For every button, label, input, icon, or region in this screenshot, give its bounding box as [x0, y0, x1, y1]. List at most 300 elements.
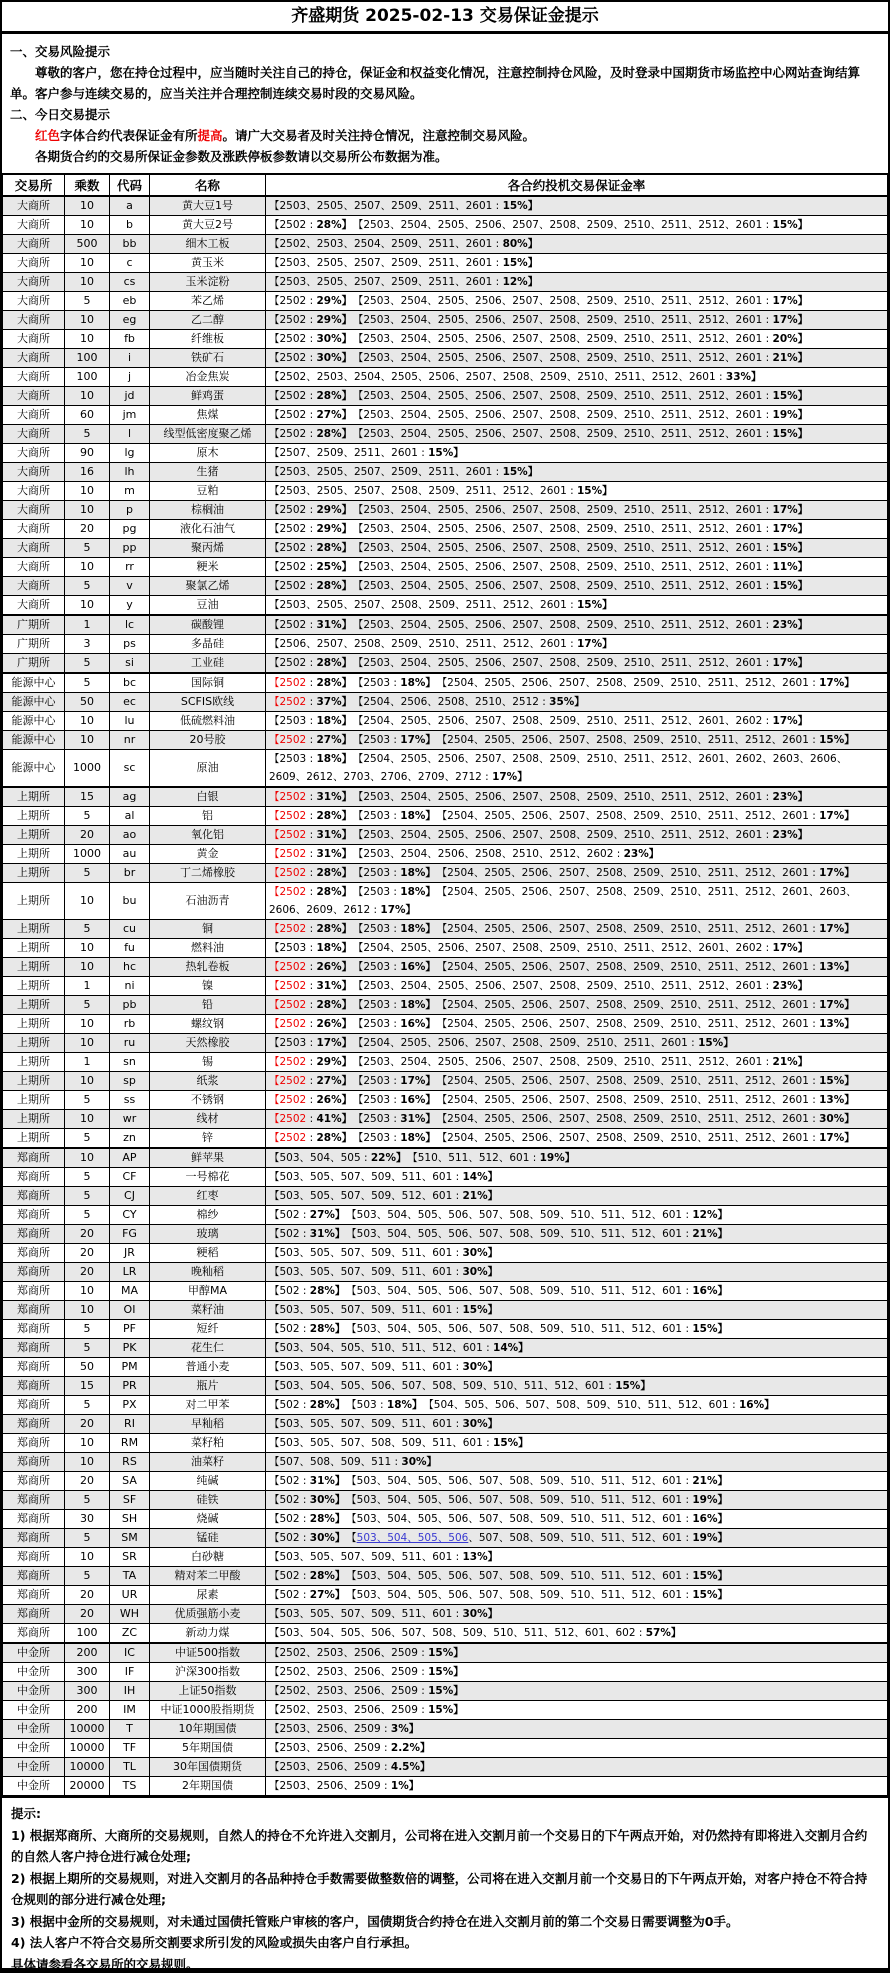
exchange-cell: 郑商所 [3, 1225, 65, 1244]
table-row [3, 539, 888, 558]
table-row [3, 1034, 888, 1053]
table-row [3, 1739, 888, 1758]
margin-rates-cell: 【2502 : 30%】 【2503、2504、2505、2506、2507、2508、2509、2510、2511、2512、2601 : 21%】 [266, 349, 888, 368]
code-cell: UR [110, 1586, 150, 1605]
exchange-cell: 郑商所 [3, 1491, 65, 1510]
intro-section [2, 34, 888, 173]
multiplier-cell: 5 [65, 1339, 110, 1358]
margin-rates-cell: 【2502 : 27%】 【2503、2504、2505、2506、2507、2508、2509、2510、2511、2512、2601 : 19%】 [266, 406, 888, 425]
margin-rates-cell: 【2502 : 28%】 【2503、2504、2505、2506、2507、2508、2509、2510、2511、2512、2601 : 15%】 [266, 539, 888, 558]
code-cell: cs [110, 273, 150, 292]
exchange-cell: 上期所 [3, 1091, 65, 1110]
code-cell: RI [110, 1415, 150, 1434]
margin-rates-cell: 【503、504、505、510、511、512、601 : 14%】 [266, 1339, 888, 1358]
multiplier-cell: 10000 [65, 1720, 110, 1739]
name-cell: 新动力煤 [150, 1624, 266, 1644]
name-cell: 天然橡胶 [150, 1034, 266, 1053]
margin-rates-cell: 【502 : 27%】 【503、504、505、506、507、508、509、510、511、512、601 : 12%】 [266, 1206, 888, 1225]
table-row [3, 654, 888, 674]
code-cell: c [110, 254, 150, 273]
exchange-cell: 能源中心 [3, 712, 65, 731]
col-header-code: 代码 [110, 174, 150, 196]
margin-rates-cell: 【2502 : 29%】 【2503、2504、2505、2506、2507、2508、2509、2510、2511、2512、2601 : 17%】 [266, 501, 888, 520]
multiplier-cell: 5 [65, 673, 110, 693]
table-row [3, 406, 888, 425]
name-cell: 10年期国债 [150, 1720, 266, 1739]
multiplier-cell: 50 [65, 1358, 110, 1377]
margin-rates-cell: 【2502、2503、2506、2509 : 15%】 [266, 1701, 888, 1720]
exchange-cell: 广期所 [3, 654, 65, 674]
code-cell: TF [110, 1739, 150, 1758]
margin-rates-cell: 【2503、2506、2509 : 2.2%】 [266, 1739, 888, 1758]
table-row [3, 292, 888, 311]
name-cell: 工业硅 [150, 654, 266, 674]
exchange-cell: 能源中心 [3, 731, 65, 750]
exchange-cell: 上期所 [3, 1034, 65, 1053]
section2-heading: 二、今日交易提示 [10, 107, 111, 122]
exchange-cell: 郑商所 [3, 1548, 65, 1567]
multiplier-cell: 10 [65, 387, 110, 406]
multiplier-cell: 3 [65, 635, 110, 654]
multiplier-cell: 1000 [65, 845, 110, 864]
multiplier-cell: 10 [65, 1110, 110, 1129]
code-cell: CF [110, 1168, 150, 1187]
table-row [3, 883, 888, 920]
code-cell: cu [110, 920, 150, 939]
code-cell: SR [110, 1548, 150, 1567]
table-row [3, 1206, 888, 1225]
exchange-cell: 郑商所 [3, 1282, 65, 1301]
code-cell: fu [110, 939, 150, 958]
margin-rates-cell: 【502 : 30%】 【503、504、505、506、507、508、509、510、511、512、601 : 19%】 [266, 1491, 888, 1510]
exchange-cell: 大商所 [3, 539, 65, 558]
name-cell: 原木 [150, 444, 266, 463]
margin-rates-cell: 【502 : 28%】 【503、504、505、506、507、508、509、510、511、512、601 : 16%】 [266, 1282, 888, 1301]
multiplier-cell: 10 [65, 482, 110, 501]
multiplier-cell: 300 [65, 1663, 110, 1682]
margin-rates-cell: 【2502 : 27%】 【2503 : 17%】 【2504、2505、2506、2507、2508、2509、2510、2511、2512、2601 : 15%】 [266, 1072, 888, 1091]
multiplier-cell: 1 [65, 977, 110, 996]
exchange-cell: 中金所 [3, 1777, 65, 1796]
name-cell: 铝 [150, 807, 266, 826]
code-cell: rr [110, 558, 150, 577]
name-cell: 菜籽油 [150, 1301, 266, 1320]
code-cell: IC [110, 1643, 150, 1663]
margin-rates-cell: 【2502 : 28%】 【2503、2504、2505、2506、2507、2508、2509、2510、2511、2512、2601 : 15%】 [266, 387, 888, 406]
name-cell: 豆油 [150, 596, 266, 616]
name-cell: 螺纹钢 [150, 1015, 266, 1034]
table-row [3, 1415, 888, 1434]
margin-rates-cell: 【502 : 28%】 【503、504、505、506、507、508、509、510、511、512、601 : 15%】 [266, 1567, 888, 1586]
table-row [3, 750, 888, 788]
multiplier-cell: 5 [65, 1396, 110, 1415]
name-cell: 镍 [150, 977, 266, 996]
code-cell: eb [110, 292, 150, 311]
name-cell: 石油沥青 [150, 883, 266, 920]
table-row [3, 425, 888, 444]
exchange-cell: 上期所 [3, 958, 65, 977]
code-cell: TL [110, 1758, 150, 1777]
multiplier-cell: 1000 [65, 750, 110, 788]
name-cell: 晚籼稻 [150, 1263, 266, 1282]
exchange-cell: 上期所 [3, 1053, 65, 1072]
code-cell: SA [110, 1472, 150, 1491]
exchange-cell: 大商所 [3, 216, 65, 235]
name-cell: 鲜鸡蛋 [150, 387, 266, 406]
table-row [3, 1720, 888, 1739]
exchange-cell: 大商所 [3, 558, 65, 577]
multiplier-cell: 100 [65, 368, 110, 387]
multiplier-cell: 5 [65, 1168, 110, 1187]
multiplier-cell: 15 [65, 787, 110, 807]
multiplier-cell: 5 [65, 1491, 110, 1510]
exchange-cell: 郑商所 [3, 1244, 65, 1263]
code-cell: RS [110, 1453, 150, 1472]
margin-rates-cell: 【502 : 28%】 【503、504、505、506、507、508、509、510、511、512、601 : 16%】 [266, 1510, 888, 1529]
name-cell: 白砂糖 [150, 1548, 266, 1567]
multiplier-cell: 10000 [65, 1758, 110, 1777]
name-cell: 燃料油 [150, 939, 266, 958]
code-cell: p [110, 501, 150, 520]
code-cell: JR [110, 1244, 150, 1263]
multiplier-cell: 5 [65, 1129, 110, 1149]
exchange-cell: 大商所 [3, 292, 65, 311]
exchange-cell: 大商所 [3, 235, 65, 254]
exchange-cell: 上期所 [3, 883, 65, 920]
exchange-cell: 郑商所 [3, 1605, 65, 1624]
table-row [3, 1567, 888, 1586]
table-row [3, 1453, 888, 1472]
name-cell: 粳米 [150, 558, 266, 577]
table-row [3, 1168, 888, 1187]
table-row [3, 1129, 888, 1149]
table-row [3, 1187, 888, 1206]
name-cell: 一号棉花 [150, 1168, 266, 1187]
code-cell: PM [110, 1358, 150, 1377]
code-cell: bc [110, 673, 150, 693]
multiplier-cell: 5 [65, 577, 110, 596]
margin-rates-cell: 【503、505、507、509、512、601 : 21%】 [266, 1187, 888, 1206]
multiplier-cell: 5 [65, 864, 110, 883]
exchange-cell: 能源中心 [3, 673, 65, 693]
multiplier-cell: 5 [65, 1206, 110, 1225]
code-cell: b [110, 216, 150, 235]
multiplier-cell: 10 [65, 196, 110, 216]
margin-rates-cell: 【503、505、507、509、511、601 : 14%】 [266, 1168, 888, 1187]
note-item: 3) 根据中金所的交易规则，对未通过国债托管账户审核的客户，国债期货合约持仓在进入交割月前的第二个交易日需要调整为0手。 [11, 1913, 739, 1929]
name-cell: 多晶硅 [150, 635, 266, 654]
table-row [3, 958, 888, 977]
code-cell: TS [110, 1777, 150, 1796]
table-row [3, 1015, 888, 1034]
margin-rates-cell: 【2502 : 31%】 【2503、2504、2505、2506、2507、2508、2509、2510、2511、2512、2601 : 23%】 [266, 615, 888, 635]
table-row [3, 1701, 888, 1720]
code-cell: ru [110, 1034, 150, 1053]
code-cell: nr [110, 731, 150, 750]
table-row [3, 577, 888, 596]
page-title: 齐盛期货 2025-02-13 交易保证金提示 [2, 2, 888, 34]
multiplier-cell: 5 [65, 996, 110, 1015]
name-cell: 豆粕 [150, 482, 266, 501]
name-cell: 短纤 [150, 1320, 266, 1339]
highlighted-contracts-link[interactable]: 503、504、505、506 [356, 1532, 469, 1544]
exchange-cell: 上期所 [3, 864, 65, 883]
name-cell: 液化石油气 [150, 520, 266, 539]
exchange-cell: 郑商所 [3, 1320, 65, 1339]
multiplier-cell: 20 [65, 826, 110, 845]
exchange-cell: 郑商所 [3, 1567, 65, 1586]
margin-rates-cell: 【2502 : 28%】 【2503、2504、2505、2506、2507、2508、2509、2510、2511、2512、2601 : 15%】 [266, 425, 888, 444]
table-row [3, 1510, 888, 1529]
margin-rates-cell: 【2502 : 25%】 【2503、2504、2505、2506、2507、2508、2509、2510、2511、2512、2601 : 11%】 [266, 558, 888, 577]
multiplier-cell: 10000 [65, 1739, 110, 1758]
code-cell: si [110, 654, 150, 674]
code-cell: rb [110, 1015, 150, 1034]
table-row [3, 693, 888, 712]
name-cell: 国际铜 [150, 673, 266, 693]
table-row [3, 996, 888, 1015]
table-row [3, 731, 888, 750]
table-row [3, 273, 888, 292]
table-row [3, 482, 888, 501]
notes-tail: 具体请参看各交易所的交易规则。 [11, 1956, 199, 1972]
margin-rates-cell: 【2503、2506、2509 : 3%】 [266, 1720, 888, 1739]
name-cell: 锌 [150, 1129, 266, 1149]
table-row [3, 1434, 888, 1453]
exchange-cell: 郑商所 [3, 1187, 65, 1206]
name-cell: 硅铁 [150, 1491, 266, 1510]
table-row [3, 1643, 888, 1663]
exchange-cell: 郑商所 [3, 1529, 65, 1548]
margin-rates-cell: 【2502 : 27%】 【2503 : 17%】 【2504、2505、2506、2507、2508、2509、2510、2511、2512、2601 : 15%】 [266, 731, 888, 750]
table-row [3, 216, 888, 235]
table-row [3, 1072, 888, 1091]
multiplier-cell: 10 [65, 254, 110, 273]
exchange-cell: 上期所 [3, 845, 65, 864]
exchange-cell: 上期所 [3, 807, 65, 826]
code-cell: sn [110, 1053, 150, 1072]
code-cell: WH [110, 1605, 150, 1624]
margin-rates-cell: 【2502 : 41%】 【2503 : 31%】 【2504、2505、2506、2507、2508、2509、2510、2511、2512、2601 : 30%】 [266, 1110, 888, 1129]
exchange-cell: 郑商所 [3, 1148, 65, 1168]
exchange-cell: 大商所 [3, 406, 65, 425]
exchange-cell: 郑商所 [3, 1339, 65, 1358]
multiplier-cell: 20 [65, 1225, 110, 1244]
name-cell: 油菜籽 [150, 1453, 266, 1472]
margin-rates-cell: 【2503、2505、2507、2508、2509、2511、2512、2601 : 15%】 [266, 482, 888, 501]
table-row [3, 845, 888, 864]
name-cell: 上证50指数 [150, 1682, 266, 1701]
margin-rates-cell: 【2502 : 28%】 【2503、2504、2505、2506、2507、2508、2509、2510、2511、2512、2601 : 15%】 [266, 577, 888, 596]
multiplier-cell: 500 [65, 235, 110, 254]
multiplier-cell: 50 [65, 693, 110, 712]
margin-rates-cell: 【2503、2505、2507、2509、2511、2601 : 15%】 [266, 196, 888, 216]
table-row [3, 977, 888, 996]
exchange-cell: 中金所 [3, 1720, 65, 1739]
code-cell: zn [110, 1129, 150, 1149]
exchange-cell: 广期所 [3, 635, 65, 654]
multiplier-cell: 10 [65, 1434, 110, 1453]
table-row [3, 864, 888, 883]
margin-rates-cell: 【503、504、505 : 22%】 【510、511、512、601 : 19%】 [266, 1148, 888, 1168]
table-row [3, 254, 888, 273]
code-cell: wr [110, 1110, 150, 1129]
multiplier-cell: 10 [65, 1034, 110, 1053]
multiplier-cell: 10 [65, 1453, 110, 1472]
name-cell: 粳稻 [150, 1244, 266, 1263]
exchange-cell: 大商所 [3, 463, 65, 482]
code-cell: PK [110, 1339, 150, 1358]
code-cell: ao [110, 826, 150, 845]
table-row [3, 596, 888, 616]
name-cell: 不锈钢 [150, 1091, 266, 1110]
margin-rates-cell: 【502 : 31%】 【503、504、505、506、507、508、509、510、511、512、601 : 21%】 [266, 1225, 888, 1244]
exchange-cell: 大商所 [3, 311, 65, 330]
table-row [3, 1110, 888, 1129]
multiplier-cell: 10 [65, 939, 110, 958]
code-cell: AP [110, 1148, 150, 1168]
code-cell: IH [110, 1682, 150, 1701]
margin-rates-cell: 【2502、2503、2504、2505、2506、2507、2508、2509、2510、2511、2512、2601 : 33%】 [266, 368, 888, 387]
margin-rates-cell: 【2502 : 29%】 【2503、2504、2505、2506、2507、2508、2509、2510、2511、2512、2601 : 21%】 [266, 1053, 888, 1072]
name-cell: 丁二烯橡胶 [150, 864, 266, 883]
multiplier-cell: 10 [65, 558, 110, 577]
multiplier-cell: 10 [65, 1282, 110, 1301]
code-cell: lg [110, 444, 150, 463]
exchange-cell: 中金所 [3, 1739, 65, 1758]
exchange-cell: 郑商所 [3, 1263, 65, 1282]
name-cell: 烧碱 [150, 1510, 266, 1529]
multiplier-cell: 5 [65, 1187, 110, 1206]
exchange-cell: 郑商所 [3, 1168, 65, 1187]
name-cell: 细木工板 [150, 235, 266, 254]
name-cell: 30年国债期货 [150, 1758, 266, 1777]
margin-rates-cell: 【2503、2505、2507、2509、2511、2601 : 12%】 [266, 273, 888, 292]
table-row [3, 1263, 888, 1282]
code-cell: IF [110, 1663, 150, 1682]
table-row [3, 1396, 888, 1415]
multiplier-cell: 30 [65, 1510, 110, 1529]
margin-rates-cell: 【502 : 31%】 【503、504、505、506、507、508、509、510、511、512、601 : 21%】 [266, 1472, 888, 1491]
exchange-cell: 大商所 [3, 349, 65, 368]
section2-disclaimer-line: 各期货合约的交易所保证金参数及涨跌停板参数请以交易所公布数据为准。 [35, 149, 448, 164]
exchange-cell: 大商所 [3, 596, 65, 616]
margin-rates-cell: 【2502 : 29%】 【2503、2504、2505、2506、2507、2508、2509、2510、2511、2512、2601 : 17%】 [266, 292, 888, 311]
notes-heading: 提示: [11, 1806, 41, 1821]
margin-rates-cell: 【2502 : 26%】 【2503 : 16%】 【2504、2505、2506、2507、2508、2509、2510、2511、2512、2601 : 13%】 [266, 958, 888, 977]
margin-rates-cell: 【2503 : 18%】 【2504、2505、2506、2507、2508、2509、2510、2511、2512、2601、2602 : 17%】 [266, 939, 888, 958]
col-header-name: 名称 [150, 174, 266, 196]
name-cell: 精对苯二甲酸 [150, 1567, 266, 1586]
margin-rates-cell: 【503、505、507、509、511、601 : 15%】 [266, 1301, 888, 1320]
name-cell: 纸浆 [150, 1072, 266, 1091]
code-cell: TA [110, 1567, 150, 1586]
multiplier-cell: 10 [65, 712, 110, 731]
name-cell: 焦煤 [150, 406, 266, 425]
code-cell: lc [110, 615, 150, 635]
table-row [3, 444, 888, 463]
margin-rates-cell: 【503、504、505、506、507、508、509、510、511、512、601、602 : 57%】 [266, 1624, 888, 1644]
multiplier-cell: 20 [65, 1472, 110, 1491]
table-row [3, 196, 888, 216]
code-cell: j [110, 368, 150, 387]
multiplier-cell: 10 [65, 273, 110, 292]
multiplier-cell: 200 [65, 1701, 110, 1720]
margin-rates-cell: 【2502 : 28%】 【2503 : 18%】 【2504、2505、2506、2507、2508、2509、2510、2511、2512、2601 : 17%】 [266, 673, 888, 693]
exchange-cell: 郑商所 [3, 1415, 65, 1434]
multiplier-cell: 10 [65, 1015, 110, 1034]
table-row [3, 1244, 888, 1263]
exchange-cell: 能源中心 [3, 693, 65, 712]
table-row [3, 807, 888, 826]
name-cell: 对二甲苯 [150, 1396, 266, 1415]
margin-rates-cell: 【502 : 30%】 【503、504、505、506、507、508、509、510、511、512、601 : 19%】 [266, 1529, 888, 1548]
code-cell: MA [110, 1282, 150, 1301]
exchange-cell: 上期所 [3, 1015, 65, 1034]
code-cell: CJ [110, 1187, 150, 1206]
table-row [3, 1320, 888, 1339]
multiplier-cell: 16 [65, 463, 110, 482]
margin-rates-cell: 【2502 : 28%】 【2503 : 18%】 【2504、2505、2506、2507、2508、2509、2510、2511、2512、2601、2603、2606、2609、2612 : 17%】 [266, 883, 888, 920]
exchange-cell: 上期所 [3, 1110, 65, 1129]
name-cell: 乙二醇 [150, 311, 266, 330]
multiplier-cell: 10 [65, 1548, 110, 1567]
name-cell: 棕榈油 [150, 501, 266, 520]
name-cell: 锡 [150, 1053, 266, 1072]
margin-rates-cell: 【2502 : 28%】 【2503、2504、2505、2506、2507、2508、2509、2510、2511、2512、2601 : 17%】 [266, 654, 888, 674]
name-cell: 5年期国债 [150, 1739, 266, 1758]
code-cell: a [110, 196, 150, 216]
margin-rates-cell: 【2502 : 37%】 【2504、2506、2508、2510、2512 : 35%】 [266, 693, 888, 712]
multiplier-cell: 5 [65, 292, 110, 311]
table-row [3, 615, 888, 635]
table-row [3, 1529, 888, 1548]
name-cell: 瓶片 [150, 1377, 266, 1396]
table-row [3, 1663, 888, 1682]
code-cell: br [110, 864, 150, 883]
table-row [3, 1472, 888, 1491]
name-cell: 中证1000股指期货 [150, 1701, 266, 1720]
code-cell: hc [110, 958, 150, 977]
code-cell: SM [110, 1529, 150, 1548]
multiplier-cell: 20 [65, 1244, 110, 1263]
name-cell: 玻璃 [150, 1225, 266, 1244]
multiplier-cell: 10 [65, 1148, 110, 1168]
exchange-cell: 大商所 [3, 501, 65, 520]
margin-rates-cell: 【2502 : 29%】 【2503、2504、2505、2506、2507、2508、2509、2510、2511、2512、2601 : 17%】 [266, 520, 888, 539]
name-cell: 早籼稻 [150, 1415, 266, 1434]
table-row [3, 1777, 888, 1796]
exchange-cell: 上期所 [3, 1072, 65, 1091]
exchange-cell: 郑商所 [3, 1510, 65, 1529]
table-header-row [3, 174, 888, 196]
multiplier-cell: 20 [65, 1263, 110, 1282]
multiplier-cell: 20 [65, 1586, 110, 1605]
margin-rates-cell: 【503、505、507、509、511、601 : 13%】 [266, 1548, 888, 1567]
name-cell: 黄玉米 [150, 254, 266, 273]
margin-rates-cell: 【2506、2507、2508、2509、2510、2511、2512、2601 : 17%】 [266, 635, 888, 654]
multiplier-cell: 5 [65, 539, 110, 558]
margin-rates-cell: 【2502 : 29%】 【2503、2504、2505、2506、2507、2508、2509、2510、2511、2512、2601 : 17%】 [266, 311, 888, 330]
multiplier-cell: 20000 [65, 1777, 110, 1796]
code-cell: ni [110, 977, 150, 996]
code-cell: pb [110, 996, 150, 1015]
exchange-cell: 大商所 [3, 273, 65, 292]
code-cell: SF [110, 1491, 150, 1510]
exchange-cell: 郑商所 [3, 1377, 65, 1396]
name-cell: 纤维板 [150, 330, 266, 349]
multiplier-cell: 10 [65, 330, 110, 349]
